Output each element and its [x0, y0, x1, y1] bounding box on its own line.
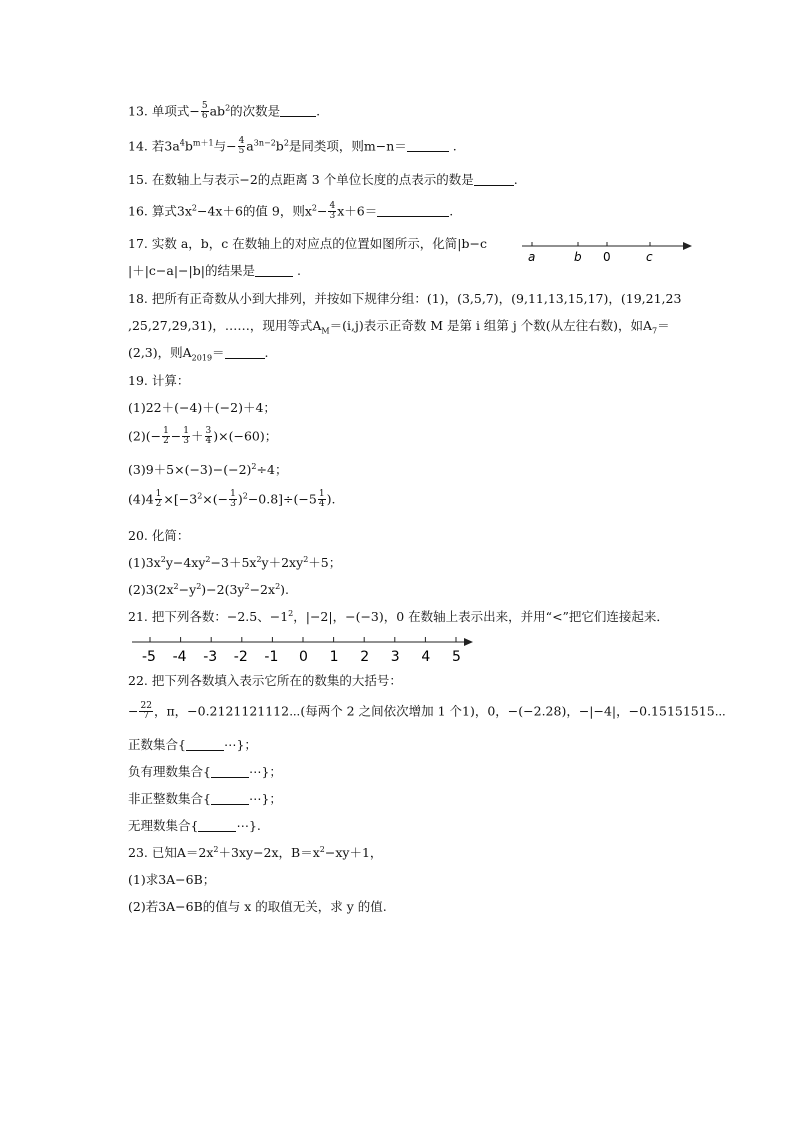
q20-part-1: $(1)3x^2y-4xy^2-3+5x^2y+2xy^2+5$；: [128, 555, 342, 571]
question-23: 23. 已知$A=2x^2+3xy-2x$，$B=x^2-xy+1$，: [128, 845, 383, 861]
number-line-abc: [518, 236, 698, 268]
axis-label-0: 0: [603, 250, 611, 264]
q19-part-3: $(3)9+5\times(-3)-(-2)^2\div 4$；: [128, 462, 288, 478]
answer-blank[interactable]: [280, 104, 316, 117]
set-positive: 正数集合{ ⋯}；: [128, 737, 257, 752]
question-21: 21. 把下列各数：−2.5、$-1^2$，|−2|，−(−3)，0 在数轴上表示出来，并用“<”把它们连接起来．: [128, 609, 669, 625]
tick-label: 4: [421, 649, 431, 665]
axis-label-a: a: [528, 250, 536, 264]
question-18-line-3: (2,3)，则$A_{2019}=$ .: [128, 345, 269, 363]
set-nonpositive-integer: 非正整数集合{ ⋯}；: [128, 791, 282, 806]
question-13: 13. 单项式− $\frac{5}{6}$ $ab^2$的次数是 .: [128, 101, 321, 122]
fraction: $\frac{4}{3}$: [329, 201, 336, 222]
tick-label: -1: [264, 649, 279, 665]
answer-blank[interactable]: [186, 738, 224, 751]
tick-label: 2: [360, 649, 370, 665]
fraction: $\frac{4}{5}$: [238, 136, 245, 157]
set-negative-rational: 负有理数集合{ ⋯}；: [128, 764, 282, 779]
q23-part-2: (2)若3A−6B的值与 x 的取值无关，求 y 的值.: [128, 899, 387, 914]
answer-blank[interactable]: [211, 792, 249, 805]
answer-blank[interactable]: [198, 819, 236, 832]
answer-blank[interactable]: [211, 765, 249, 778]
tick-label: 0: [299, 649, 308, 665]
answer-blank[interactable]: [255, 264, 293, 277]
question-14: 14. 若$3a^4b^{m+1}$与− $\frac{4}{5}$ $a^{3n-2}b^2$是同类项，则m−n＝ .: [128, 136, 457, 157]
question-15: 15. 在数轴上与表示−2的点距离 3 个单位长度的点表示的数是 .: [128, 172, 518, 187]
tick-label: -5: [142, 649, 156, 665]
number-line-q21: [128, 632, 478, 666]
question-18-line-1: 18. 把所有正奇数从小到大排列，并按如下规律分组：(1)，(3,5,7)，(9,11,13,15,17)，(19,21,23: [128, 291, 682, 306]
q19-part-4: (4)4 $\frac{1}{2}$ $\times[-3^2\times(-$ $\frac{1}{3}$ )$^2$−0.8]÷(−5 $\frac{1}{4}$ ).: [128, 489, 336, 510]
tick-label: 1: [329, 649, 339, 665]
question-16: 16. 算式$3x^2-4x+6$的值 9，则$x^2-$ $\frac{4}{3}$ x＋6＝ .: [128, 201, 454, 222]
axis-label-c: c: [646, 250, 653, 264]
tick-label: 3: [390, 649, 400, 665]
answer-blank[interactable]: [474, 173, 514, 186]
axis-label-b: b: [574, 250, 582, 264]
tick-label: -4: [172, 649, 187, 665]
tick-label: -2: [233, 649, 248, 665]
question-20-title: 20. 化简：: [128, 528, 190, 543]
q23-part-1: (1)求3A−6B；: [128, 872, 216, 887]
question-22-title: 22. 把下列各数填入表示它所在的数集的大括号：: [128, 673, 402, 688]
q19-part-2: (2)(− $\frac{1}{2}$ − $\frac{1}{3}$ ＋ $\frac{3}{4}$ )×(−60)；: [128, 426, 278, 447]
q20-part-2: $(2)3(2x^2-y^2)-2(3y^2-2x^2)$.: [128, 582, 290, 598]
question-17-line-2: |＋|c−a|−|b|的结果是 .: [128, 263, 301, 278]
fraction: $\frac{5}{6}$: [201, 101, 208, 122]
tick-label: 5: [452, 649, 461, 665]
q19-part-1: (1)22＋(−4)＋(−2)＋4；: [128, 400, 276, 415]
question-22-list: − $\frac{22}{7}$ ，π，−0.2121121112⋯(每两个 2 之间依次增加 1 个1)，0，−(−2.28)，−|−4|，−0.15151515⋯: [128, 701, 726, 722]
question-17-line-1: 17. 实数 a，b，c 在数轴上的对应点的位置如图所示，化简|b−c: [128, 236, 487, 251]
answer-blank[interactable]: [377, 204, 449, 217]
answer-blank[interactable]: [407, 139, 449, 152]
question-19-title: 19. 计算：: [128, 373, 190, 388]
answer-blank[interactable]: [225, 346, 265, 359]
set-irrational: 无理数集合{ ⋯}.: [128, 818, 261, 833]
tick-label: -3: [203, 649, 218, 665]
question-18-line-2: ,25,27,29,31)，……，现用等式$A_M=(i,j)$表示正奇数 M 是第 i 组第 j 个数(从左往右数)，如$A_7=$: [128, 318, 670, 336]
